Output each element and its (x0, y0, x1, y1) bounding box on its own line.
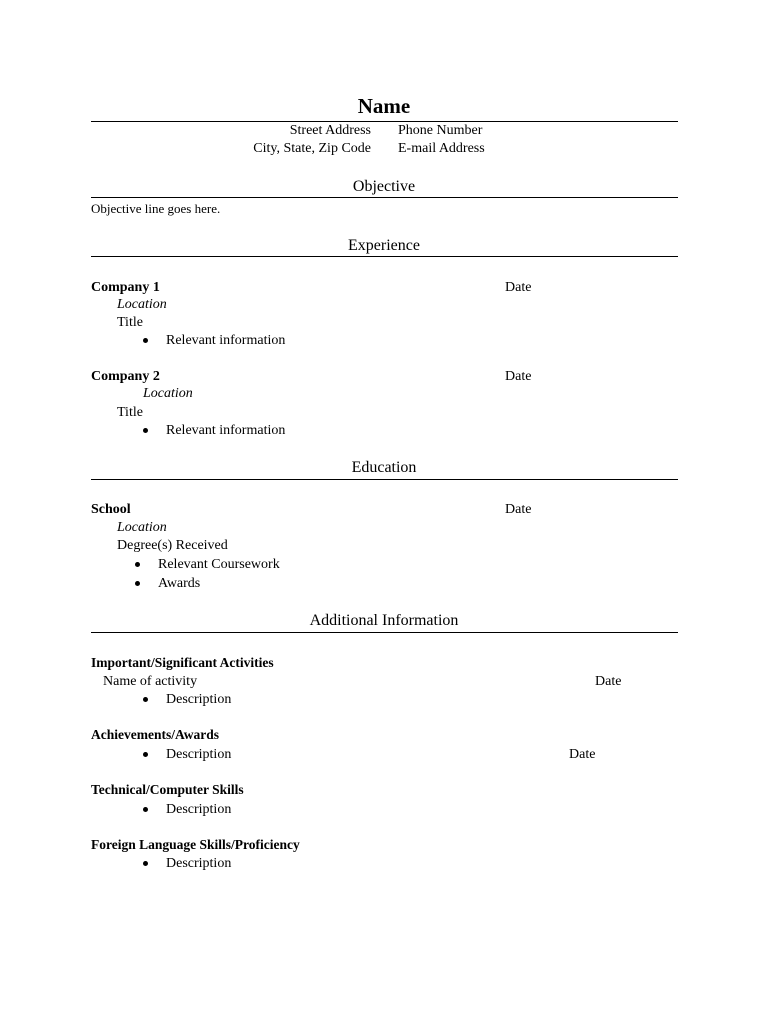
bullet-icon (135, 562, 140, 567)
company-2-bullet: Relevant information (166, 423, 286, 438)
company-1-name: Company 1 (91, 280, 160, 295)
languages-description: Description (166, 856, 232, 871)
company-2-title: Title (117, 405, 143, 420)
bullet-icon (143, 861, 148, 866)
education-bullet-coursework: Relevant Coursework (158, 557, 280, 572)
company-2-date: Date (505, 369, 532, 384)
company-2-location: Location (143, 386, 193, 401)
activity-date: Date (595, 674, 622, 689)
objective-heading: Objective (352, 178, 416, 195)
city-state-zip: City, State, Zip Code (253, 141, 371, 156)
bullet-icon (143, 338, 148, 343)
languages-heading: Foreign Language Skills/Proficiency (91, 837, 300, 852)
resume-name: Name (357, 94, 411, 118)
experience-divider (91, 256, 678, 257)
school-name: School (91, 502, 131, 517)
school-location: Location (117, 520, 167, 535)
bullet-icon (143, 428, 148, 433)
name-divider (91, 121, 678, 122)
achievements-date: Date (569, 747, 596, 762)
additional-heading: Additional Information (309, 612, 459, 629)
experience-heading: Experience (348, 237, 420, 254)
education-bullet-awards: Awards (158, 576, 201, 591)
email-address: E-mail Address (398, 141, 485, 156)
objective-divider (91, 197, 678, 198)
street-address: Street Address (289, 123, 371, 138)
objective-text: Objective line goes here. (91, 201, 221, 216)
activity-description: Description (166, 692, 232, 707)
achievements-description: Description (166, 747, 232, 762)
company-1-location: Location (117, 297, 167, 312)
achievements-heading: Achievements/Awards (91, 727, 219, 742)
activity-name: Name of activity (103, 674, 198, 689)
bullet-icon (143, 697, 148, 702)
activities-heading: Important/Significant Activities (91, 655, 274, 670)
bullet-icon (143, 752, 148, 757)
technical-description: Description (166, 802, 232, 817)
phone-number: Phone Number (398, 123, 483, 138)
school-date: Date (505, 502, 532, 517)
bullet-icon (135, 581, 140, 586)
degree-received: Degree(s) Received (117, 538, 228, 553)
company-1-date: Date (505, 280, 532, 295)
company-1-bullet: Relevant information (166, 333, 286, 348)
education-divider (91, 479, 678, 480)
additional-divider (91, 632, 678, 633)
technical-heading: Technical/Computer Skills (91, 782, 244, 797)
education-heading: Education (351, 459, 417, 476)
company-2-name: Company 2 (91, 369, 160, 384)
bullet-icon (143, 807, 148, 812)
company-1-title: Title (117, 315, 143, 330)
